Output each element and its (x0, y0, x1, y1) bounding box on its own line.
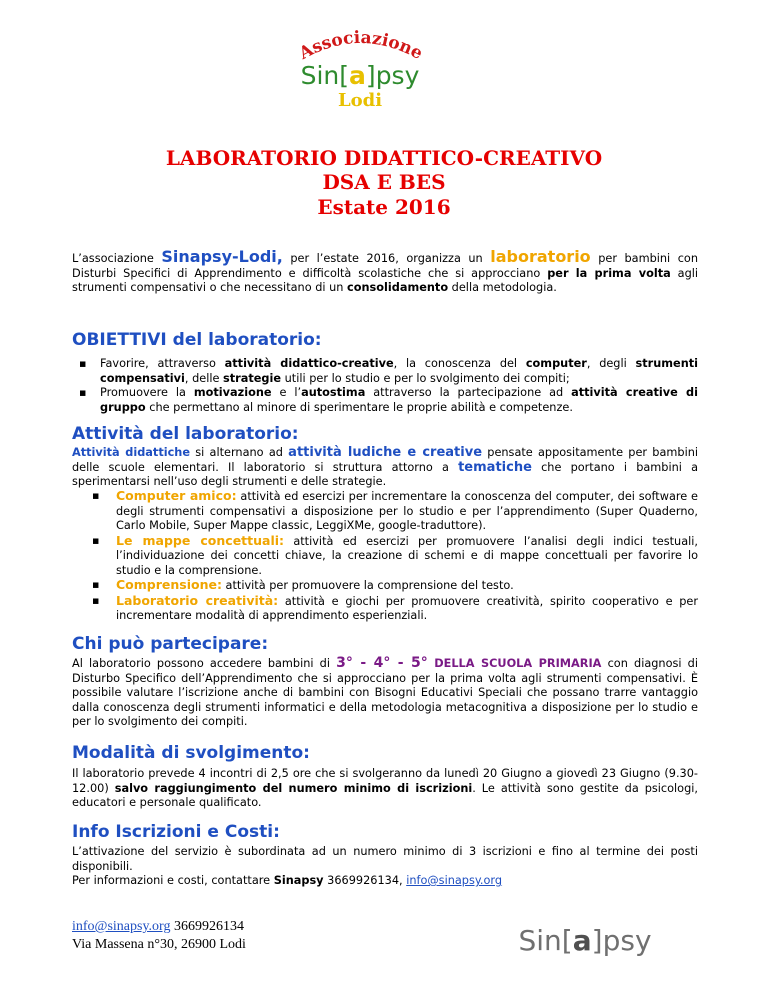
obiettivi-list (72, 357, 698, 415)
logo-lodi-text: Lodi (337, 90, 383, 111)
info-heading: Info Iscrizioni e Costi: (72, 822, 280, 842)
attivita-item-computer: ▪ Computer amico: attività ed esercizi per incrementare la conoscenza del computer, dei software e degli strumenti compensativi a disposizione per lo studio e per l’apprendimento (Super Quaderno, Carlo Mobile, Super Mappe classic, LeggiXMe, google-traduttore). (72, 489, 698, 534)
info-paragraph-1: L’attivazione del servizio è subordinata ad un numero minimo di 3 iscrizioni e fino al termine dei posti disponibili. (72, 845, 698, 873)
attivita-paragraph: Attività didattiche si alternano ad attività ludiche e creative pensate appositamente per bambini delle scuole elementari. Il laboratorio si struttura attorno a tematiche che portano i bambini a sperimentarsi nell’uso degli strumenti e delle strategie. (72, 445, 699, 488)
info-email-link[interactable]: info@sinapsy.org (406, 874, 503, 887)
logo-associazione-text: Associazione (295, 27, 426, 64)
title-line-3: Estate 2016 (317, 195, 451, 219)
modalita-heading: Modalità di svolgimento: (72, 743, 310, 763)
footer-phone: 3669926134 (170, 919, 244, 934)
chi-paragraph: Al laboratorio possono accedere bambini di 3° - 4° - 5° DELLA SCUOLA PRIMARIA con diagnosi di Disturbo Specifico dell’Apprendimento che si approcciano per la prima volta agli strumenti compensativi. È possibile valutare l’iscrizione anche di bambini con Bisogni Educativi Speciali che possano trarre vantaggio dalla conoscenza degli strumenti informatici e della metodologia metacognitiva a disposizione per lo studio e per lo svolgimento dei compiti. (72, 655, 698, 728)
title-line-1: LABORATORIO DIDATTICO-CREATIVO (165, 146, 603, 170)
obiettivi-item-2: ▪ Promuovere la motivazione e l’autostima attraverso la partecipazione ad attività creative di gruppo che permettano al minore di sperimentare le proprie abilità e competenze. (72, 386, 698, 415)
attivita-item-creativita: ▪ Laboratorio creatività: attività e giochi per promuovere creatività, spirito cooperativo e per incrementare modalità di apprendimento esperienziali. (72, 594, 698, 624)
title-line-2: DSA E BES (322, 170, 446, 194)
attivita-item-mappe: ▪ Le mappe concettuali: attività ed esercizi per promuovere l’analisi degli indici testuali, l’individuazione dei concetti chiave, la creazione di schemi e di mappe concettuali per favorire lo studio e la comprensione. (72, 534, 698, 579)
attivita-list (72, 489, 698, 624)
obiettivi-heading: OBIETTIVI del laboratorio: (72, 330, 322, 350)
org-name: Sinapsy-Lodi, (161, 247, 283, 266)
logo-sinapsy-text: Sin[a]psy (300, 61, 420, 90)
chi-heading: Chi può partecipare: (72, 634, 269, 654)
footer-contact (72, 918, 246, 954)
info-paragraph-2: Per informazioni e costi, contattare Sinapsy 3669926134, info@sinapsy.org (72, 874, 503, 887)
associazione-sinapsy-logo (285, 28, 435, 110)
footer-logo-text: Sin[a]psy (518, 924, 652, 957)
modalita-paragraph: Il laboratorio prevede 4 incontri di 2,5 ore che si svolgeranno da lunedì 20 Giugno a giovedì 23 Giugno (9.30-12.00) salvo raggiungimento del numero minimo di iscrizioni. Le attività sono gestite da psicologi, educatori e personale qualificato. (72, 767, 698, 809)
attivita-item-comprensione: ▪ Comprensione: attività per promuovere la comprensione del testo. (72, 578, 698, 594)
laboratorio-word: laboratorio (490, 247, 591, 266)
intro-paragraph: L’associazione Sinapsy-Lodi, per l’estate 2016, organizza un laboratorio per bambini con Disturbi Specifici di Apprendimento e difficoltà scolastiche che si approcciano per la prima volta agli strumenti compensativi o che necessitano di un consolidamento della metodologia. (72, 247, 699, 294)
attivita-heading: Attività del laboratorio: (72, 424, 299, 444)
obiettivi-item-1: ▪ Favorire, attraverso attività didattico-creative, la conoscenza del computer, degli strumenti compensativi, delle strategie utili per lo studio e per lo svolgimento dei compiti; (72, 357, 698, 386)
footer-address: Via Massena n°30, 26900 Lodi (72, 937, 246, 952)
footer-email-link[interactable]: info@sinapsy.org (72, 919, 171, 934)
sinapsy-footer-logo (510, 912, 660, 972)
